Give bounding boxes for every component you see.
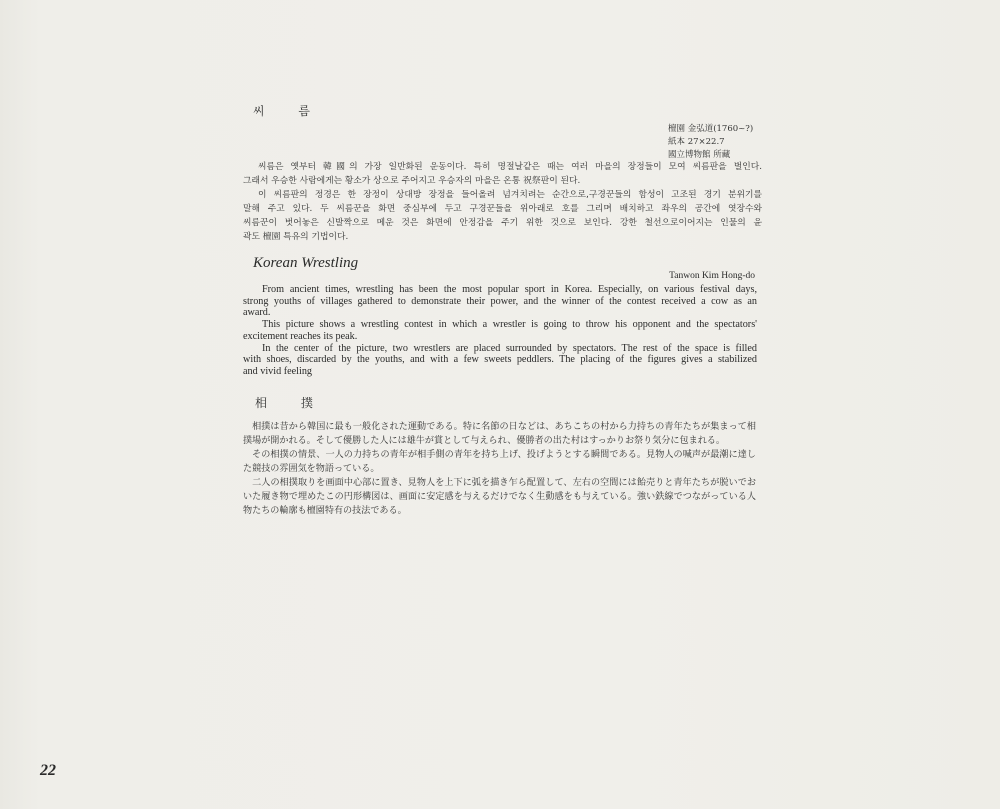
text-line: 말해 주고 있다. 두 씨름꾼을 화면 중심부에 두고 구경꾼들을 위아래로 호를 그리며 배치하고 좌우의 공간에 엿장수와: [243, 204, 762, 214]
text-line: excitement reaches its peak.: [243, 330, 358, 342]
korean-text: [243, 160, 762, 244]
page-number: 22: [40, 762, 56, 779]
text-line: 二人の相撲取りを画面中心部に置き、見物人を上下に弧を描き乍ら配置して、左右の空間には飴売りと青年たちが脱いでお: [252, 478, 756, 488]
text-line: From ancient times, wrestling has been the most popular sport in Korea. Especially, on various festival days,: [262, 284, 757, 295]
text-line: 物たちの輪廓も檀園特有の技法である。: [243, 506, 407, 516]
credit-medium-size: 紙本 27×22.7: [668, 137, 725, 147]
text-line: 그래서 우승한 사람에게는 황소가 상으로 주어지고 우승자의 마을은 온통 祝祭판이 된다.: [243, 176, 581, 186]
text-line: 곽도 檀園 특유의 기법이다.: [243, 232, 349, 242]
korean-title: 씨 름: [253, 104, 310, 118]
english-title: Korean Wrestling: [253, 255, 359, 271]
credit-artist: 檀園 金弘道(1760~?): [668, 124, 754, 134]
english-text: [243, 284, 757, 378]
english-author: Tanwon Kim Hong-do: [669, 271, 755, 281]
japanese-text: [243, 420, 756, 518]
text-line: strong youths of villages gathered to demonstrate their power, and the winner of the contest received a cow as an: [243, 295, 757, 307]
text-line: 撲場が開かれる。そして優勝した人には雄牛が賞として与えられ、優勝者の出た村はすっかりお祭り気分に包まれる。: [243, 436, 725, 446]
text-line: いた履き物で埋めたこの円形構図は、画面に安定感を与えるだけでなく生動感をも与えている。強い鉄線でつながっている人: [243, 492, 756, 502]
english-paragraph: [243, 319, 757, 342]
text-line: 씨름은 옛부터 韓國의 가장 일반화된 운동이다. 특히 명절날같은 때는 여러 마을의 장정들이 모여 씨름판을 벌인다.: [258, 162, 762, 172]
korean-paragraph: [243, 160, 762, 188]
text-line: This picture shows a wrestling contest in which a wrestler is going to throw his opponent and the spectators': [262, 319, 757, 331]
japanese-paragraph: [243, 448, 756, 476]
japanese-paragraph: [243, 476, 756, 518]
korean-paragraph: [243, 188, 762, 244]
japanese-title: 相 撲: [255, 396, 313, 410]
text-line: 相撲は昔から韓国に最も一般化された運動である。特に名節の日などは、あちこちの村から力持ちの青年たちが集まって相: [252, 422, 756, 432]
text-line: 이 씨름판의 정경은 한 장정이 상대방 장정을 들어올려 넘겨치려는 순간으로,구경꾼들의 함성이 고조된 경기 분위기를: [258, 190, 762, 200]
artwork-credits: [668, 123, 753, 162]
text-line: and vivid feeling: [243, 365, 313, 377]
english-paragraph: [243, 284, 757, 319]
text-line: 씨름꾼이 벗어놓은 신발짝으로 메운 것은 화면에 안정감을 주기 위한 것으로 보인다. 강한 철선으로이어지는 인물의 윤: [243, 218, 762, 228]
text-line: award.: [243, 307, 271, 319]
english-paragraph: [243, 343, 757, 378]
text-line: In the center of the picture, two wrestlers are placed surrounded by spectators. The rest of the space is filled: [262, 342, 757, 354]
text-line: with shoes, discarded by the youths, and with a few sweets peddlers. The placing of the figures gives a stabilized: [243, 354, 757, 366]
text-line: た競技の雰囲気を物語っている。: [243, 464, 380, 474]
credit-collection: 國立博物館 所藏: [668, 150, 731, 160]
japanese-paragraph: [243, 420, 756, 448]
text-line: その相撲の情景、一人の力持ちの青年が相手側の青年を持ち上げ、投げようとする瞬間である。見物人の喊声が最潮に達し: [252, 450, 756, 460]
